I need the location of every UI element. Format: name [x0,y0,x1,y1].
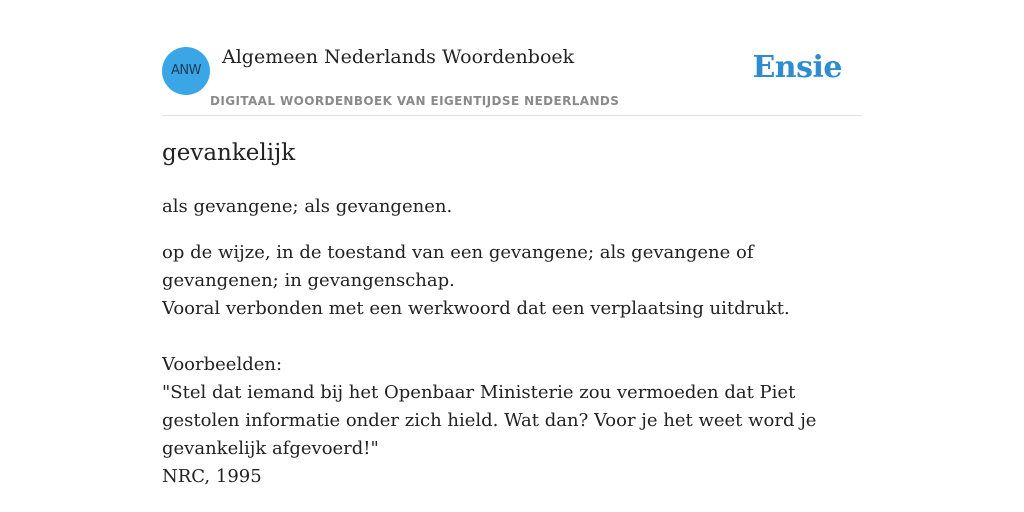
ensie-brand-link[interactable]: Ensie [752,50,842,85]
page-container [162,0,862,487]
example-source: NRC, 1995 [162,466,262,487]
definition-block [162,239,862,491]
anw-logo[interactable]: ANW [162,47,210,95]
site-title[interactable]: Algemeen Nederlands Woordenboek [222,46,575,68]
definition-text: op de wijze, in de toestand van een gevangene; als gevangene of gevangenen; in gevangenschap. [162,242,754,291]
short-definition: als gevangene; als gevangenen. [162,196,453,217]
examples-label: Voorbeelden: [162,354,283,375]
example-quote: "Stel dat iemand bij het Openbaar Ministerie zou vermoeden dat Piet gestolen informatie onder zich hield. Wat dan? Voor je het weet word je gevankelijk afgevoerd!" [162,382,817,459]
spacer [162,323,862,351]
site-subtitle: DIGITAAL WOORDENBOEK VAN EIGENTIJDSE NEDERLANDS [210,94,620,108]
entry-headword: gevankelijk [162,140,296,166]
usage-note: Vooral verbonden met een werkwoord dat een verplaatsing uitdrukt. [162,298,790,319]
site-header [162,0,862,116]
